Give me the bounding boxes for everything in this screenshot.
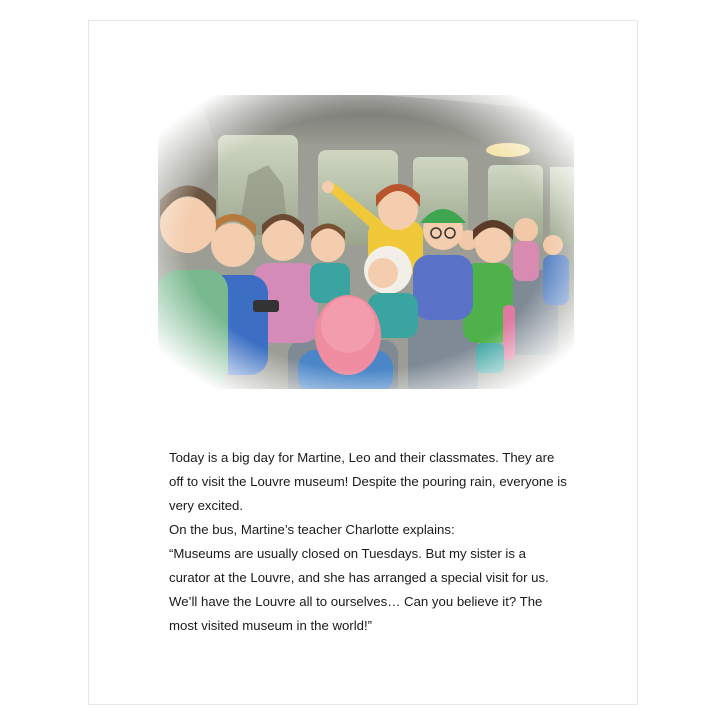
story-paragraph-2: On the bus, Martine’s teacher Charlotte explains: (169, 522, 455, 537)
book-page (88, 20, 638, 705)
bus-illustration (158, 95, 574, 389)
story-paragraph-3: “Museums are usually closed on Tuesdays. But my sister is a curator at the Louvre, and she has arranged a special visit for us. We’ll have the Louvre all to ourselves… Can you believe it? The most visited museum in the world!” (169, 546, 549, 633)
story-paragraph-1: Today is a big day for Martine, Leo and their classmates. They are off to visit the Louvre museum! Despite the pouring rain, everyone is very excited. (169, 450, 567, 513)
bus-scene-image (158, 95, 574, 389)
story-text (169, 446, 569, 638)
